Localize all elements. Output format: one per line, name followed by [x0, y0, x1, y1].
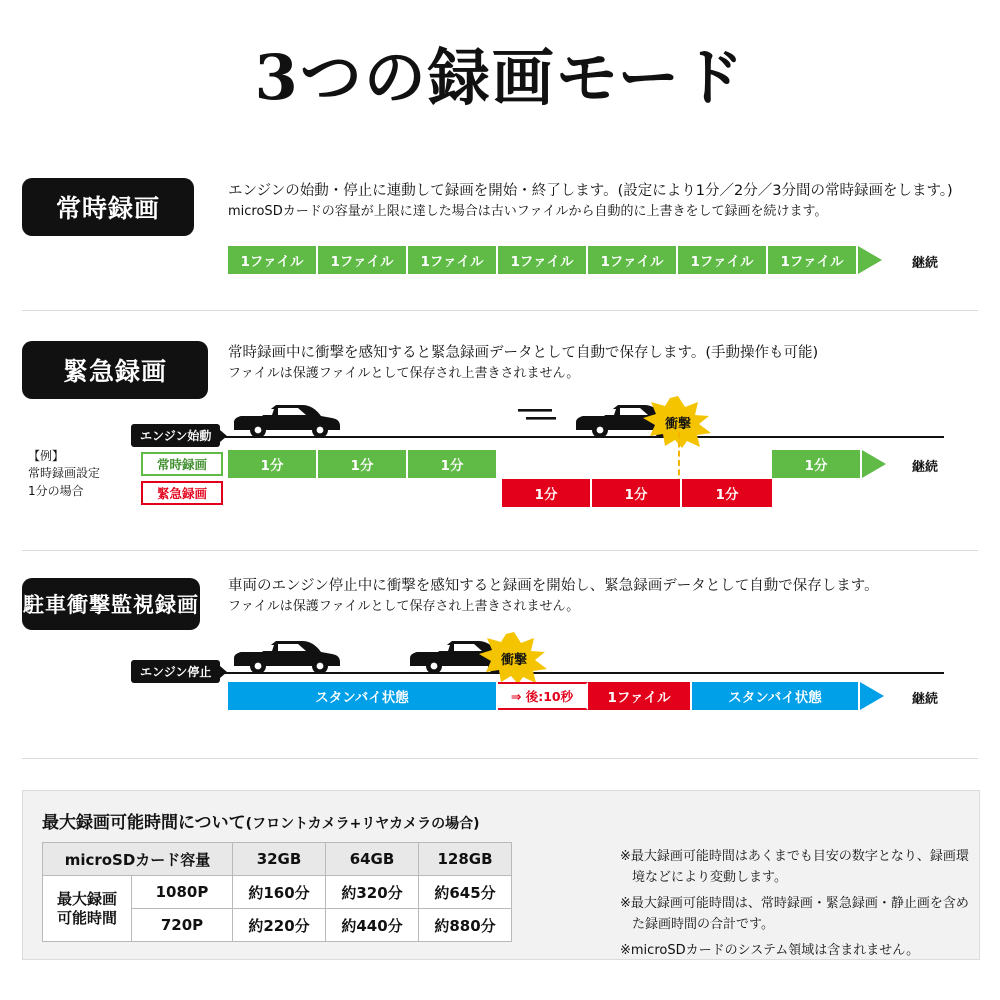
legend-emergency-recording: 緊急録画 — [141, 481, 223, 505]
timeline-arrowhead — [858, 246, 882, 274]
timeline-gap — [498, 450, 772, 478]
table-cell: 約645分 — [419, 876, 512, 909]
desc-line-2: microSDカードの容量が上限に達した場合は古いファイルから自動的に上書きをして録画を続けます。 — [228, 204, 828, 220]
spec-panel-title — [42, 808, 480, 833]
page-title: 3つの録画モード — [254, 41, 746, 114]
section-tag-emergency-recording — [22, 341, 208, 399]
table-cell: 約440分 — [326, 909, 419, 942]
table-cell-resolution: 1080P — [132, 876, 233, 909]
timeline-segment: 1ファイル — [318, 246, 408, 274]
timeline-segment: 1ファイル — [588, 246, 678, 274]
speed-lines-icon — [518, 406, 568, 426]
section-tag-label: 常時録画 — [55, 194, 160, 223]
section-divider — [22, 758, 978, 759]
timeline-segment: 1分 — [502, 479, 592, 507]
timeline-segment: 1分 — [318, 450, 408, 478]
timeline-emergency-red-row — [502, 479, 772, 507]
spec-panel-title-main: 最大録画可能時間について — [42, 813, 246, 833]
table-header-cell: 32GB — [233, 843, 326, 876]
shock-label: 衝撃 — [500, 652, 527, 668]
desc-line-1: エンジンの始動・停止に連動して録画を開始・終了します。(設定により1分／2分／3分間の常時録画をします。) — [228, 183, 953, 199]
spec-note: ※最大録画可能時間は、常時録画・緊急録画・静止画を含めた録画時間の合計です。 — [620, 895, 969, 933]
table-header-row — [43, 843, 512, 876]
section-tag-label: 緊急録画 — [62, 357, 167, 386]
section-description-parking — [228, 575, 976, 618]
row-header-line-2: 可能時間 — [56, 908, 117, 927]
timeline-segment: スタンバイ状態 — [692, 682, 860, 710]
table-cell: 約880分 — [419, 909, 512, 942]
timeline-segment: 1分 — [592, 479, 682, 507]
timeline-continue-label: 継続 — [912, 692, 939, 707]
car-icon — [228, 400, 344, 438]
timeline-segment: 1分 — [228, 450, 318, 478]
table-cell: 約160分 — [233, 876, 326, 909]
row-header-line-1: 最大録画 — [56, 889, 117, 908]
timeline-continue-label: 継続 — [912, 256, 939, 271]
spec-table — [42, 842, 512, 942]
timeline-segment-delay: ⇒ 後:10秒 — [498, 682, 588, 710]
shock-label: 衝撃 — [664, 416, 691, 432]
table-header-cell: microSDカード容量 — [43, 843, 233, 876]
table-cell-resolution: 720P — [132, 909, 233, 942]
timeline-segment: 1分 — [408, 450, 498, 478]
legend-normal-recording: 常時録画 — [141, 452, 223, 476]
engine-start-pill: エンジン始動 — [131, 424, 220, 447]
section-description-normal — [228, 180, 968, 223]
timeline-segment: 1ファイル — [678, 246, 768, 274]
car-icon — [228, 636, 344, 674]
table-header-cell: 128GB — [419, 843, 512, 876]
section-tag-parking-monitor — [22, 578, 200, 630]
table-row-header — [43, 876, 132, 942]
timeline-segment: 1ファイル — [408, 246, 498, 274]
timeline-segment: 1分 — [772, 450, 862, 478]
timeline-segment: 1ファイル — [588, 682, 692, 710]
section-tag-normal-recording — [22, 178, 194, 236]
timeline-segment: スタンバイ状態 — [228, 682, 498, 710]
example-line-3: 1分の場合 — [28, 483, 84, 498]
spec-panel-title-sub: (フロントカメラ+リヤカメラの場合) — [245, 816, 480, 832]
spec-note: ※最大録画可能時間はあくまでも目安の数字となり、録画環境などにより変動します。 — [620, 849, 969, 886]
desc-line-1: 車両のエンジン停止中に衝撃を感知すると録画を開始し、緊急録画データとして自動で保存します。 — [228, 578, 879, 594]
section-divider — [22, 550, 978, 551]
section-description-emergency — [228, 342, 968, 385]
desc-line-1: 常時録画中に衝撃を感知すると緊急録画データとして自動で保存します。(手動操作も可能) — [228, 345, 819, 361]
example-note — [28, 448, 138, 500]
section-divider — [22, 310, 978, 311]
timeline-emergency-normal-row — [228, 450, 886, 478]
table-cell: 約320分 — [326, 876, 419, 909]
table-header-cell: 64GB — [326, 843, 419, 876]
timeline-parking — [228, 682, 884, 710]
shock-burst-parking — [478, 632, 550, 684]
spec-note: ※microSDカードのシステム領域は含まれません。 — [620, 942, 920, 958]
timeline-segment: 1ファイル — [498, 246, 588, 274]
timeline-segment: 1ファイル — [228, 246, 318, 274]
section-tag-label: 駐車衝撃監視録画 — [23, 593, 199, 617]
timeline-normal-recording — [228, 246, 882, 274]
table-cell: 約220分 — [233, 909, 326, 942]
timeline-segment: 1分 — [682, 479, 772, 507]
engine-stop-pill: エンジン停止 — [131, 660, 220, 683]
spec-notes — [620, 846, 970, 965]
desc-line-2: ファイルは保護ファイルとして保存され上書きされません。 — [228, 366, 580, 382]
table-row — [43, 876, 512, 909]
desc-line-2: ファイルは保護ファイルとして保存され上書きされません。 — [228, 599, 580, 615]
example-line-2: 常時録画設定 — [28, 466, 101, 481]
timeline-arrowhead — [860, 682, 884, 710]
timeline-segment: 1ファイル — [768, 246, 858, 274]
timeline-continue-label: 継続 — [912, 460, 939, 475]
timeline-arrowhead — [862, 450, 886, 478]
example-label: 【例】 — [28, 449, 65, 463]
